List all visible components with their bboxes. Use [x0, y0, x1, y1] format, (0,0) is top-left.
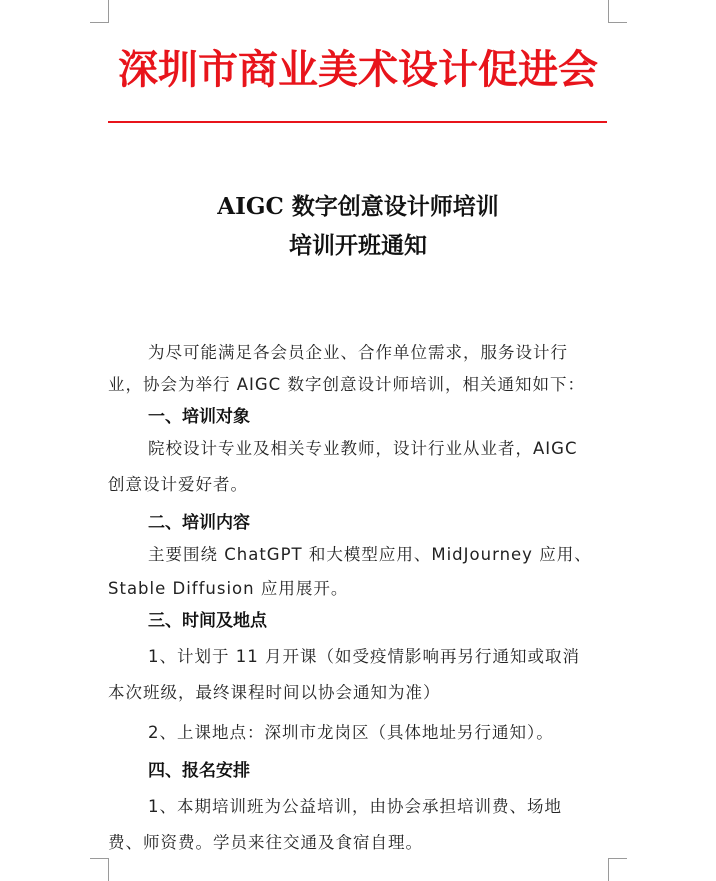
- crop-mark-top-right: [608, 0, 627, 23]
- crop-mark-bottom-right: [608, 858, 627, 881]
- intro-line-1: 为尽可能满足各会员企业、合作单位需求，服务设计行: [148, 343, 568, 362]
- audience-line-2: 创意设计爱好者。: [108, 475, 248, 494]
- location-item: 2、上课地点：深圳市龙岗区（具体地址另行通知）。: [148, 723, 554, 742]
- section-heading-registration: 四、报名安排: [148, 761, 250, 781]
- section-heading-audience: 一、培训对象: [148, 407, 250, 427]
- document-title-line2: 培训开班通知: [289, 232, 427, 259]
- intro-line-2: 业，协会为举行 AIGC 数字创意设计师培训，相关通知如下：: [108, 375, 585, 394]
- section-heading-content: 二、培训内容: [148, 513, 250, 533]
- document-title-line1: AIGC 数字创意设计师培训: [217, 193, 499, 220]
- content-line-2: Stable Diffusion 应用展开。: [108, 579, 349, 598]
- content-line-1: 主要围绕 ChatGPT 和大模型应用、MidJourney 应用、: [148, 545, 592, 564]
- section-heading-time-location: 三、时间及地点: [148, 611, 267, 631]
- organization-header: 深圳市商业美术设计促进会: [118, 47, 598, 93]
- audience-line-1: 院校设计专业及相关专业教师，设计行业从业者，AIGC: [148, 439, 578, 458]
- time-item-line-1: 1、计划于 11 月开课（如受疫情影响再另行通知或取消: [148, 647, 580, 666]
- registration-item-line-1: 1、本期培训班为公益培训，由协会承担培训费、场地: [148, 797, 562, 816]
- crop-mark-top-left: [90, 0, 109, 23]
- header-divider: [108, 121, 607, 123]
- time-item-line-2: 本次班级，最终课程时间以协会通知为准）: [108, 683, 441, 702]
- registration-item-line-2: 费、师资费。学员来往交通及食宿自理。: [108, 833, 423, 852]
- crop-mark-bottom-left: [90, 858, 109, 881]
